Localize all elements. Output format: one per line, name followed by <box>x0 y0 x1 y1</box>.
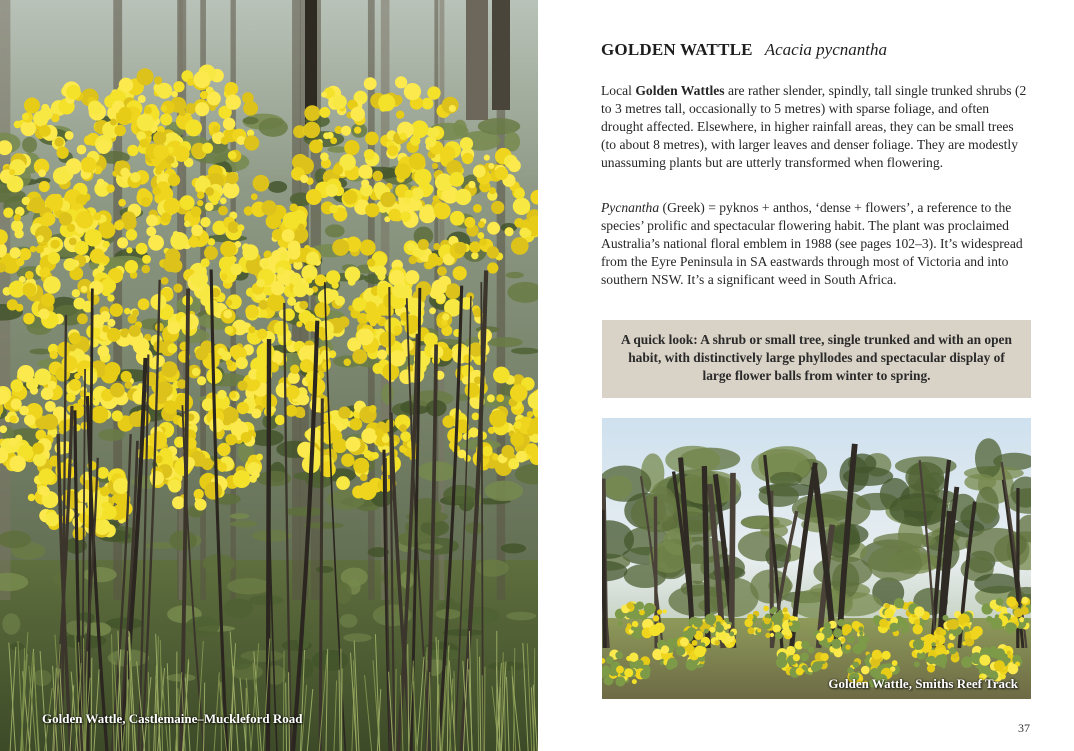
page-number: 37 <box>1018 721 1030 735</box>
golden-wattle-photo-right <box>602 418 1031 699</box>
paragraph-lead: Local <box>601 83 636 98</box>
etymology-paragraph <box>601 199 1029 289</box>
description-paragraph <box>601 82 1029 172</box>
quick-look-text: A quick look: A shrub or small tree, single trunked and with an open habit, with distinctively large phyllodes and spectacular display of large flower balls from winter to spring. <box>621 332 1012 384</box>
common-name: GOLDEN WATTLE <box>601 40 753 59</box>
etymology-text: (Greek) = pyknos + anthos, ‘dense + flowers’, a reference to the species’ prolific and spectacular flowering habit. The plant was proclaimed Australia’s national floral emblem in 1988 (see pages 102–3). It’s widespread from the Eyre Peninsula in SA eastwards through most of Victoria and into southern NSW. It’s a significant weed in South Africa. <box>601 200 1023 288</box>
right-photo-caption: Golden Wattle, Smiths Reef Track <box>828 676 1018 691</box>
scientific-name: Acacia pycnantha <box>764 40 887 59</box>
quick-look-box <box>602 320 1031 398</box>
right-photo <box>602 418 1031 699</box>
paragraph-text: are rather slender, spindly, tall single trunked shrubs (2 to 3 metres tall, occasionally to 5 metres) with sparse foliage, and often drought affected. Elsewhere, in higher rainfall areas, they can be small trees (to about 8 metres), with larger leaves and denser foliage. They are modestly unassuming plants but are utterly transformed when flowering. <box>601 83 1027 171</box>
species-heading <box>601 40 1031 60</box>
left-photo-caption: Golden Wattle, Castlemaine–Muckleford Road <box>42 711 303 726</box>
etymology-term: Pycnantha <box>601 200 660 215</box>
paragraph-bold-name: Golden Wattles <box>635 83 725 98</box>
